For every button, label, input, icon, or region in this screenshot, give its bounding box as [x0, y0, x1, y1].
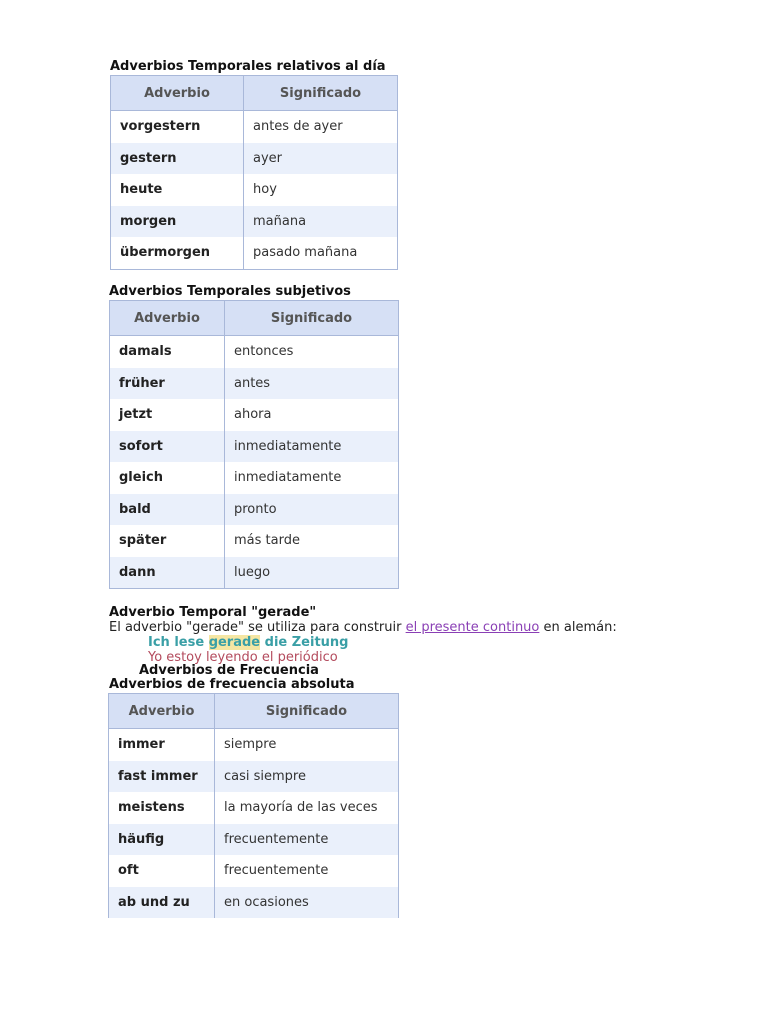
table-row: [110, 431, 399, 463]
meaning-cell: frecuentemente: [215, 824, 399, 856]
adverb-cell: jetzt: [110, 399, 225, 431]
table-row: [111, 111, 398, 143]
meaning-cell: mañana: [244, 206, 398, 238]
section-heading: Adverbios de Frecuencia: [139, 663, 319, 678]
adverb-cell: dann: [110, 557, 225, 589]
table-row: [109, 792, 399, 824]
table-row: [110, 462, 399, 494]
header-significado: Significado: [215, 694, 399, 729]
adverb-cell: damals: [110, 336, 225, 368]
adverb-cell: oft: [109, 855, 215, 887]
table-row: [110, 368, 399, 400]
section-title: Adverbios de frecuencia absoluta: [109, 677, 355, 692]
table-row: [109, 824, 399, 856]
table-row: [109, 855, 399, 887]
table-row: [110, 557, 399, 589]
adverb-cell: früher: [110, 368, 225, 400]
meaning-cell: entonces: [225, 336, 399, 368]
table-header: [109, 694, 399, 729]
table-row: [110, 336, 399, 368]
text: en alemán:: [539, 620, 617, 635]
adverb-cell: immer: [109, 729, 215, 761]
text: die Zeitung: [260, 635, 349, 650]
adverb-cell: gestern: [111, 143, 244, 175]
adverb-cell: meistens: [109, 792, 215, 824]
adverb-cell: häufig: [109, 824, 215, 856]
meaning-cell: casi siempre: [215, 761, 399, 793]
meaning-cell: inmediatamente: [225, 431, 399, 463]
table-row: [111, 174, 398, 206]
adverb-cell: später: [110, 525, 225, 557]
table-row: [110, 525, 399, 557]
table-row: [109, 729, 399, 761]
meaning-cell: siempre: [215, 729, 399, 761]
adverb-cell: heute: [111, 174, 244, 206]
meaning-cell: frecuentemente: [215, 855, 399, 887]
presente-continuo-link[interactable]: el presente continuo: [405, 620, 540, 635]
section-title: Adverbios Temporales subjetivos: [109, 284, 351, 299]
table-row: [109, 887, 399, 919]
adverb-table-day: [110, 75, 398, 270]
table-header: [111, 76, 398, 111]
meaning-cell: pronto: [225, 494, 399, 526]
section-title: Adverbios Temporales relativos al día: [110, 59, 386, 74]
adverb-cell: morgen: [111, 206, 244, 238]
header-adverbio: Adverbio: [111, 76, 244, 111]
meaning-cell: la mayoría de las veces: [215, 792, 399, 824]
table-row: [111, 143, 398, 175]
header-adverbio: Adverbio: [110, 301, 225, 336]
meaning-cell: más tarde: [225, 525, 399, 557]
meaning-cell: antes: [225, 368, 399, 400]
header-significado: Significado: [225, 301, 399, 336]
table-row: [109, 761, 399, 793]
meaning-cell: pasado mañana: [244, 237, 398, 269]
adverb-cell: sofort: [110, 431, 225, 463]
meaning-cell: antes de ayer: [244, 111, 398, 143]
adverb-cell: vorgestern: [111, 111, 244, 143]
adverb-cell: fast immer: [109, 761, 215, 793]
meaning-cell: hoy: [244, 174, 398, 206]
example-spanish: Yo estoy leyendo el periódico: [148, 650, 338, 665]
table-row: [110, 399, 399, 431]
adverb-cell: übermorgen: [111, 237, 244, 269]
table-row: [111, 237, 398, 269]
table-row: [110, 494, 399, 526]
adverb-cell: gleich: [110, 462, 225, 494]
highlight-gerade: gerade: [208, 635, 261, 650]
meaning-cell: ahora: [225, 399, 399, 431]
adverb-table-frequency: [108, 693, 399, 918]
gerade-explanation: [109, 620, 617, 635]
adverb-cell: bald: [110, 494, 225, 526]
header-adverbio: Adverbio: [109, 694, 215, 729]
table-row: [111, 206, 398, 238]
text: Ich lese: [148, 635, 209, 650]
table-header: [110, 301, 399, 336]
text: El adverbio "gerade" se utiliza para construir: [109, 620, 406, 635]
adverb-cell: ab und zu: [109, 887, 215, 919]
section-title: Adverbio Temporal "gerade": [109, 605, 317, 620]
header-significado: Significado: [244, 76, 398, 111]
meaning-cell: en ocasiones: [215, 887, 399, 919]
meaning-cell: ayer: [244, 143, 398, 175]
meaning-cell: luego: [225, 557, 399, 589]
example-german: [148, 635, 348, 650]
meaning-cell: inmediatamente: [225, 462, 399, 494]
adverb-table-subjective: [109, 300, 399, 589]
